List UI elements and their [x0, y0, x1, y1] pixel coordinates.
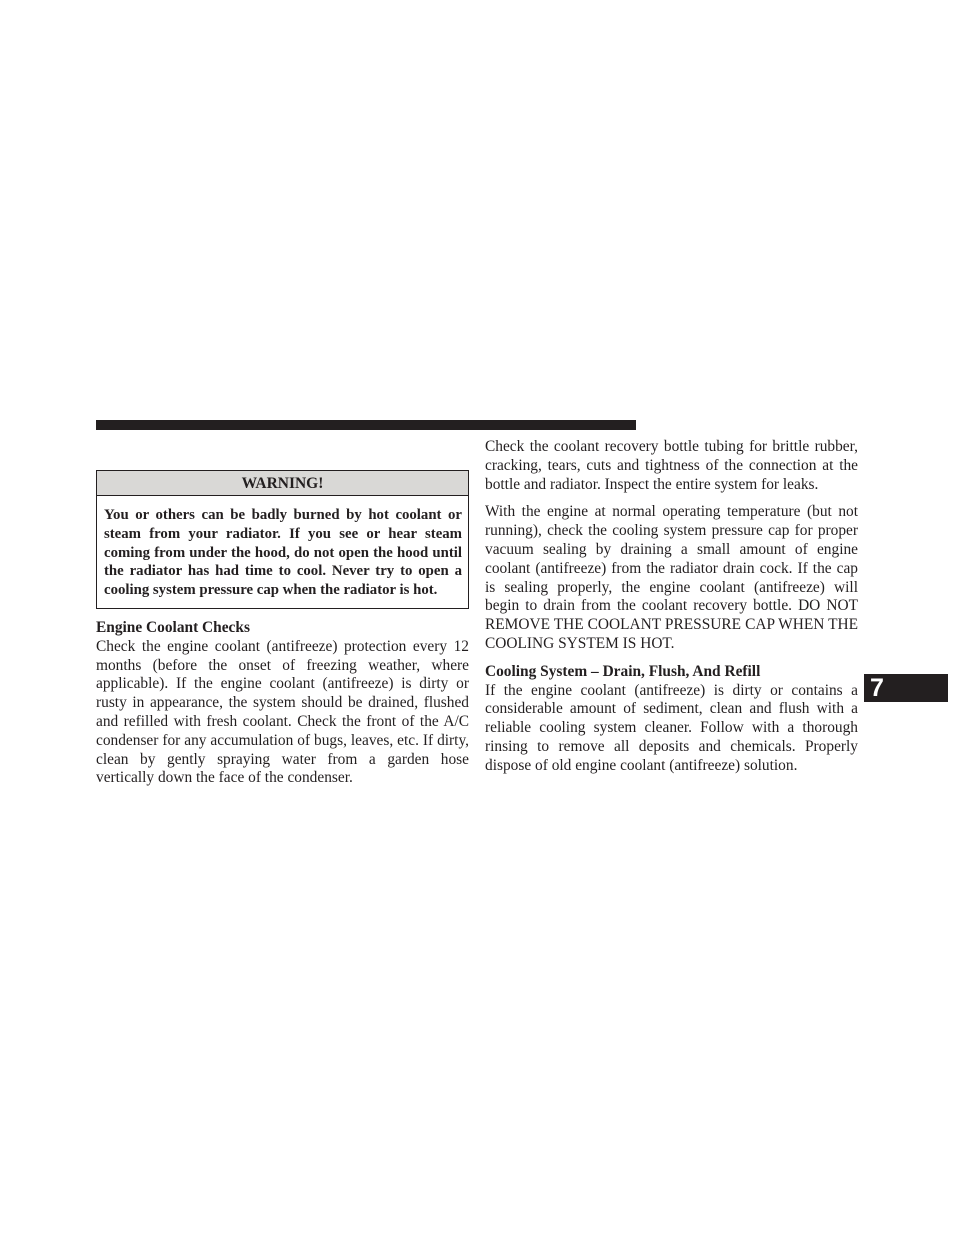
chapter-tab — [864, 674, 948, 702]
engine-coolant-checks-heading: Engine Coolant Checks — [96, 618, 250, 636]
right-column — [485, 438, 858, 776]
section-top-rule — [96, 420, 636, 430]
pressure-cap-paragraph: With the engine at normal operating temperature (but not running), check the cooling system pressure cap for proper vacuum sealing by draining a small amount of engine coolant (antifreeze) from the radiator drain cock. If the cap is sealing properly, the engine coolant (antifreeze) will begin to drain from the coolant recovery bottle. DO NOT REMOVE THE COOLANT PRESSURE CAP WHEN THE COOLING SYSTEM IS HOT. — [485, 503, 858, 652]
cooling-system-body: If the engine coolant (antifreeze) is dirty or contains a considerable amount of sediment, clean and flush with a reliable cooling system cleaner. Follow with a thorough rinsing to remove all deposits and chemicals. Properly dispose of old engine coolant (antifreeze) solution. — [485, 681, 858, 774]
chapter-number: 7 — [870, 674, 884, 702]
warning-body: You or others can be badly burned by hot coolant or steam from your radiator. If you see or hear steam coming from under the hood, do not open the hood until the radiator has had time to cool. Never try to open a cooling system pressure cap when the radiator is hot. — [104, 507, 462, 599]
left-column — [96, 438, 469, 788]
cooling-system-heading: Cooling System – Drain, Flush, And Refill — [485, 662, 761, 680]
recovery-bottle-paragraph: Check the coolant recovery bottle tubing for brittle rubber, cracking, tears, cuts and tightness of the connection at the bottle and radiator. Inspect the entire system for leaks. — [485, 438, 858, 493]
engine-coolant-checks-body: Check the engine coolant (antifreeze) protection every 12 months (before the onset of freezing weather, where applicable). If the engine coolant (antifreeze) is dirty or rusty in appearance, the system should be drained, flushed and refilled with fresh coolant. Check the front of the A/C condenser for any accumulation of bugs, leaves, etc. If dirty, clean by gently spraying water from a garden hose vertically down the face of the condenser. — [96, 637, 469, 787]
warning-box — [96, 470, 469, 609]
warning-title: WARNING! — [97, 471, 468, 496]
